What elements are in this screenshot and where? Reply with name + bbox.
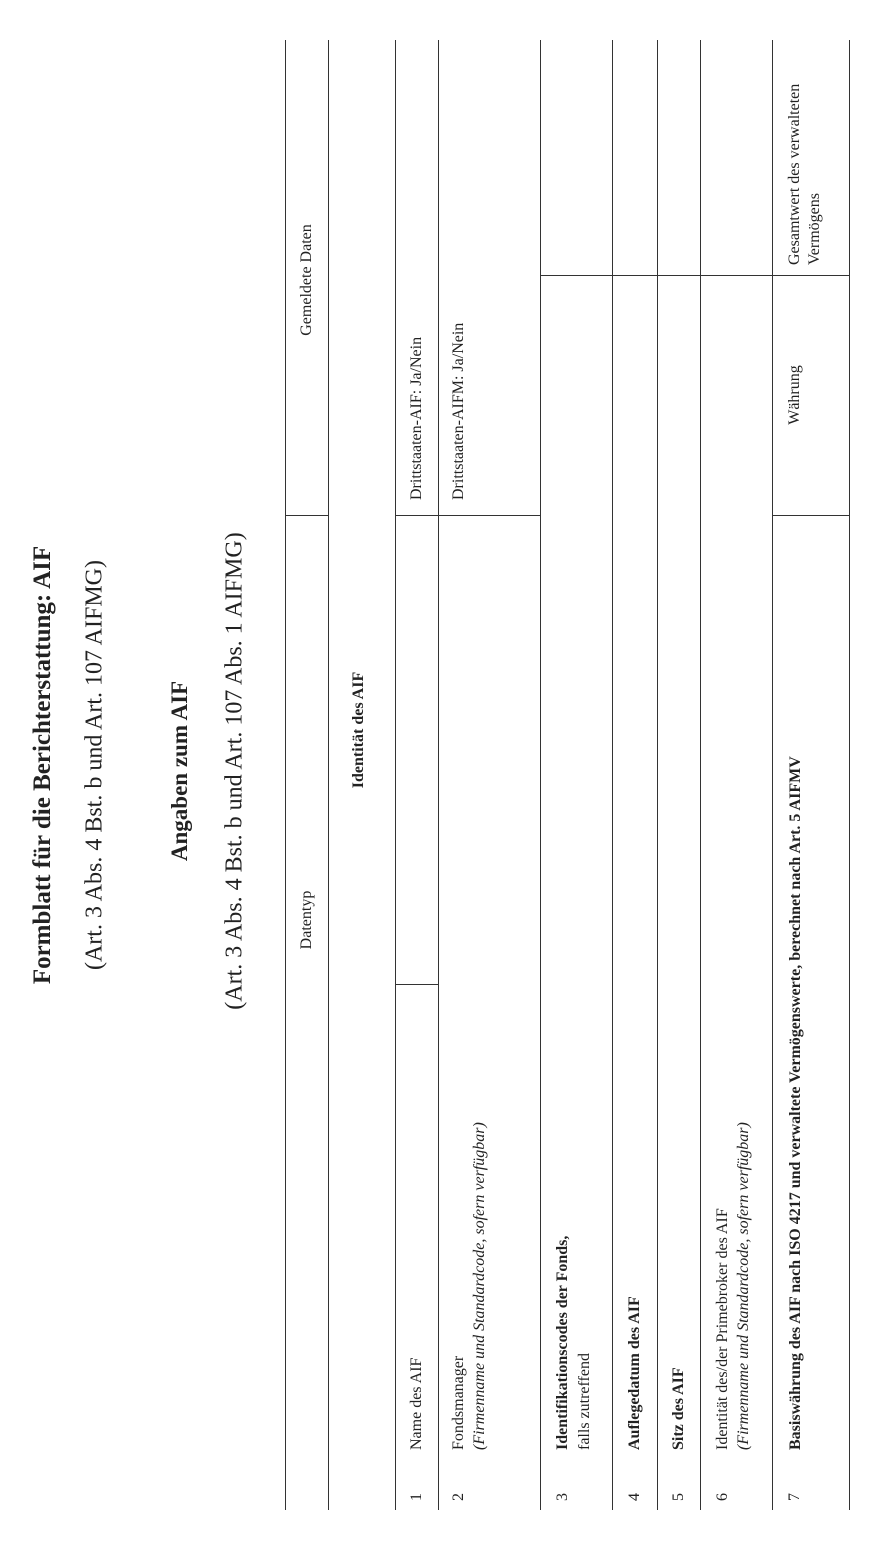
row-number: 3 xyxy=(554,1493,571,1501)
row-label: Fondsmanager xyxy=(450,1355,467,1450)
rule xyxy=(772,40,773,1510)
row-label-line2: falls zutreffend xyxy=(576,1353,593,1450)
rule xyxy=(612,40,613,1510)
rule xyxy=(395,515,540,516)
rule xyxy=(772,515,849,516)
row-number: 4 xyxy=(626,1493,643,1501)
row-label: Sitz des AIF xyxy=(670,1367,687,1450)
group-title: Identität des AIF xyxy=(350,671,367,789)
row-note: (Firmenname und Standardcode, sofern verfügbar) xyxy=(471,1122,488,1450)
rule xyxy=(285,515,328,516)
rule xyxy=(700,40,701,1510)
rule xyxy=(657,40,658,1510)
row-data-total: Gesamtwert des verwalteten Vermögens xyxy=(786,83,823,265)
row-data: Drittstaaten-AIF: Ja/Nein xyxy=(408,336,425,500)
row-note: (Firmenname und Standardcode, sofern verfügbar) xyxy=(735,1122,752,1450)
rule xyxy=(395,984,438,985)
row-label: Basiswährung des AIF nach ISO 4217 und verwaltete Vermögenswerte, berechnet nach Art. 5 AIFMV xyxy=(787,756,804,1450)
header-datentyp: Datentyp xyxy=(298,890,315,950)
row-label: Identität des/der Primebroker des AIF xyxy=(714,1208,731,1450)
row-number: 1 xyxy=(408,1493,425,1501)
section-subtitle: (Art. 3 Abs. 4 Bst. b und Art. 107 Abs. 1 AIFMG) xyxy=(221,532,248,1010)
rule xyxy=(540,40,541,1510)
header-gemeldete-daten: Gemeldete Daten xyxy=(298,224,315,336)
form-title: Formblatt für die Berichterstattung: AIF xyxy=(29,545,56,985)
row-data: Drittstaaten-AIFM: Ja/Nein xyxy=(450,322,467,500)
rule xyxy=(540,275,849,276)
rule xyxy=(285,40,286,1510)
row-number: 2 xyxy=(450,1493,467,1501)
row-label: Identifikationscodes der Fonds, xyxy=(554,1235,571,1450)
row-number: 6 xyxy=(714,1493,731,1501)
row-data-currency: Währung xyxy=(786,365,803,425)
row-label: Name des AIF xyxy=(408,1357,425,1450)
rule xyxy=(328,40,329,1510)
rule xyxy=(849,40,850,1510)
rule xyxy=(438,40,439,1510)
row-label: Auflegedatum des AIF xyxy=(626,1296,643,1450)
aif-data-table xyxy=(285,40,850,1510)
row-number: 5 xyxy=(670,1493,687,1501)
rule xyxy=(395,40,396,1510)
row-number: 7 xyxy=(786,1493,803,1501)
form-subtitle: (Art. 3 Abs. 4 Bst. b und Art. 107 AIFMG) xyxy=(81,559,108,971)
section-title: Angaben zum AIF xyxy=(167,680,192,862)
